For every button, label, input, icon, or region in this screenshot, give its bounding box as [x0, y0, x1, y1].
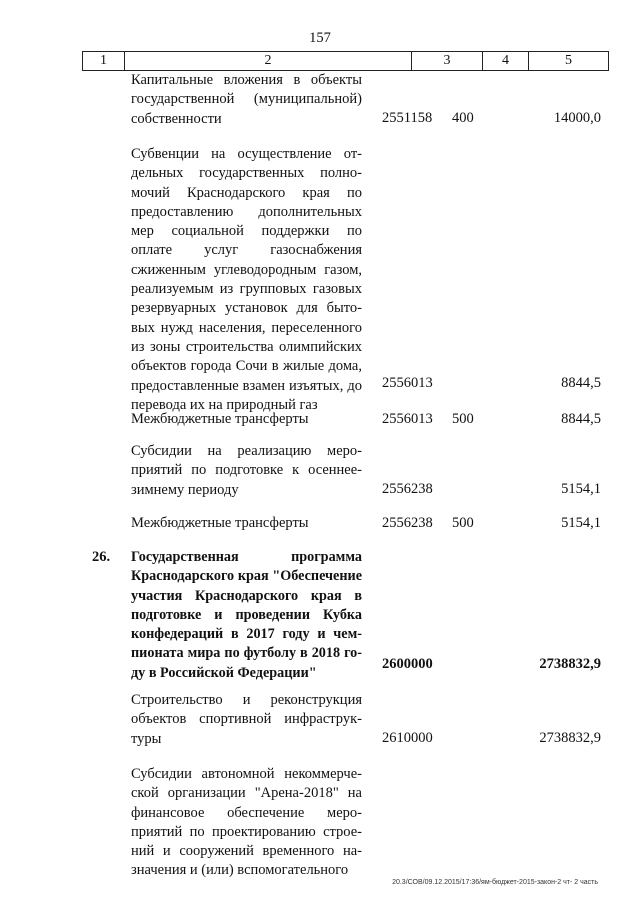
- header-col-3: 3: [411, 52, 482, 70]
- row-description: Государственная программа Краснодарского края "Обеспечение участия Краснодарского края в подготовке и проведении Кубка конфедераций в 2017 году и чемпионата мира по футболу в 2018 году в Российской Федерации": [131, 549, 362, 681]
- row-amount: 14000,0: [553, 110, 601, 126]
- row-description: Межбюджетные трансферты: [131, 515, 309, 531]
- row-description: Субвенции на осуществление отдельных государственных полномочий Краснодарского края по предоставлению дополнительных мер социальной поддержки по оплате услуг газоснабжения сжиженным углеводородным газом, реализуемым из групповых газовых резервуарных установок для бытовых нужд населения, переселенного из зоны строительства олимпийских объектов города Сочи в жилые дома, предоставленные взамен изъятых, до перевода их на природный газ: [131, 146, 362, 413]
- page-number: 157: [309, 30, 331, 46]
- header-col-2: 2: [124, 52, 411, 70]
- row-description: Субсидии автономной некоммерческой организации "Арена-2018" на финансовое обеспечение мероприятий по проектированию строений и сооружений временного назначения и (или) вспомогательного: [131, 766, 362, 879]
- header-col-4: 4: [482, 52, 528, 70]
- row-amount: 5154,1: [561, 481, 601, 497]
- row-code: 2551158: [382, 110, 433, 126]
- header-col-5: 5: [528, 52, 608, 70]
- row-description: Капитальные вложения в объекты государственной (муниципальной) собственности: [131, 72, 362, 127]
- row-kind: 400: [452, 110, 474, 126]
- row-code: 2556013: [382, 375, 433, 391]
- row-description: Строительство и реконструкция объектов спортивной инфраструктуры: [131, 692, 362, 747]
- row-amount: 2738832,9: [539, 656, 601, 672]
- row-code: 2610000: [382, 730, 433, 746]
- row-amount: 5154,1: [561, 515, 601, 531]
- header-col-1: 1: [82, 52, 124, 70]
- row-amount: 8844,5: [561, 375, 601, 391]
- row-kind: 500: [452, 411, 474, 427]
- table-header: [82, 51, 609, 71]
- row-description: Субсидии на реализацию мероприятий по подготовке к осеннее-зимнему периоду: [131, 443, 362, 498]
- row-kind: 500: [452, 515, 474, 531]
- row-amount: 2738832,9: [539, 730, 601, 746]
- row-number: 26.: [92, 549, 111, 565]
- document-footer: 20.3/СОВ/09.12.2015/17:36/ям-бюджет-2015-закон-2 чт- 2 часть: [392, 879, 598, 886]
- row-code: 2556238: [382, 515, 433, 531]
- row-amount: 8844,5: [561, 411, 601, 427]
- row-code: 2600000: [382, 656, 433, 672]
- row-code: 2556238: [382, 481, 433, 497]
- row-description: Межбюджетные трансферты: [131, 411, 309, 427]
- row-code: 2556013: [382, 411, 433, 427]
